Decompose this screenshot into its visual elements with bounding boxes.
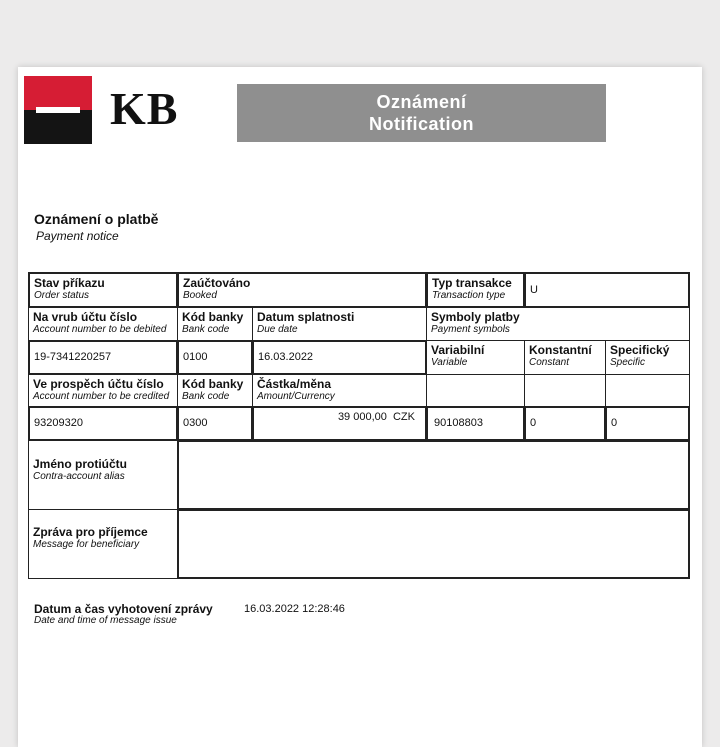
order-status-label-cell xyxy=(28,272,178,308)
credit-account-label-cell xyxy=(28,374,178,407)
logo-white-bar xyxy=(36,107,80,113)
amount-value: 39 000,00 CZK xyxy=(337,411,415,423)
amount-sublabel: Amount/Currency xyxy=(257,391,335,402)
amount-label-cell xyxy=(252,374,427,407)
payment-symbols-label-cell xyxy=(426,307,690,341)
variable-symbol-value: 90108803 xyxy=(434,417,483,429)
notice-subtitle: Payment notice xyxy=(36,229,119,243)
debit-account-value: 19-7341220257 xyxy=(34,351,112,363)
debit-bank-code-label-cell xyxy=(177,307,253,341)
order-status-value-cell xyxy=(177,272,427,308)
order-status-value: Zaúčtováno xyxy=(183,276,251,290)
payment-symbols-sublabel: Payment symbols xyxy=(431,324,510,335)
order-status-value-sub: Booked xyxy=(183,290,217,301)
debit-account-sublabel: Account number to be debited xyxy=(33,324,167,335)
kb-logo-icon xyxy=(24,76,92,144)
order-status-sublabel: Order status xyxy=(34,290,90,301)
specific-symbol-sublabel: Specific xyxy=(610,357,646,368)
notification-banner xyxy=(237,84,606,142)
constant-symbol-label-cell xyxy=(524,340,606,375)
message-sublabel: Message for beneficiary xyxy=(33,539,140,550)
credit-bank-code-value: 0300 xyxy=(183,417,208,429)
transaction-type-sublabel: Transaction type xyxy=(432,290,506,301)
debit-bank-code-value: 0100 xyxy=(183,351,208,363)
order-status-label: Stav příkazu xyxy=(34,276,105,290)
amount-label: Částka/měna xyxy=(257,377,332,391)
due-date-value: 16.03.2022 xyxy=(258,351,314,363)
amount-value-cell xyxy=(252,406,427,441)
variable-symbol-label: Variabilní xyxy=(431,343,485,357)
contra-alias-label-cell xyxy=(28,440,178,510)
banner-title-cz: Oznámení xyxy=(376,92,467,112)
credit-account-sublabel: Account number to be credited xyxy=(33,391,170,402)
message-label: Zpráva pro příjemce xyxy=(33,525,148,539)
transaction-type-value: U xyxy=(530,283,538,296)
issue-datetime-label: Datum a čas vyhotovení zprávy xyxy=(34,602,213,616)
variable-symbol-spacer-cell xyxy=(426,374,525,407)
message-label-cell xyxy=(28,509,178,579)
banner-title-en: Notification xyxy=(369,114,474,134)
specific-symbol-label: Specifický xyxy=(610,343,670,357)
debit-bank-code-value-cell xyxy=(177,340,253,375)
variable-symbol-value-cell xyxy=(426,406,525,441)
debit-bank-code-sublabel: Bank code xyxy=(182,324,230,335)
constant-symbol-sublabel: Constant xyxy=(529,357,570,368)
constant-symbol-spacer-cell xyxy=(524,374,606,407)
constant-symbol-label: Konstantní xyxy=(529,343,592,357)
transaction-type-value-cell xyxy=(524,272,690,308)
due-date-label: Datum splatnosti xyxy=(257,310,355,324)
debit-account-value-cell xyxy=(28,340,178,375)
due-date-value-cell xyxy=(252,340,427,375)
debit-account-label-cell xyxy=(28,307,178,341)
brand-wordmark: KB xyxy=(110,83,179,134)
variable-symbol-sublabel: Variable xyxy=(431,357,468,368)
specific-symbol-value-cell xyxy=(605,406,690,441)
credit-bank-code-label: Kód banky xyxy=(182,377,244,391)
credit-bank-code-sublabel: Bank code xyxy=(182,391,230,402)
specific-symbol-spacer-cell xyxy=(605,374,690,407)
contra-alias-sublabel: Contra-account alias xyxy=(33,471,125,482)
credit-account-label: Ve prospěch účtu číslo xyxy=(33,377,164,391)
transaction-type-label-cell xyxy=(426,272,525,308)
issue-datetime-sublabel: Date and time of message issue xyxy=(34,615,177,626)
credit-bank-code-value-cell xyxy=(177,406,253,441)
debit-bank-code-label: Kód banky xyxy=(182,310,244,324)
issue-datetime-value: 16.03.2022 12:28:46 xyxy=(244,603,345,615)
credit-account-value-cell xyxy=(28,406,178,441)
contra-alias-label: Jméno protiúčtu xyxy=(33,457,128,471)
transaction-type-label: Typ transakce xyxy=(432,276,512,290)
due-date-sublabel: Due date xyxy=(257,324,298,335)
credit-bank-code-label-cell xyxy=(177,374,253,407)
specific-symbol-value: 0 xyxy=(611,417,618,429)
payment-table xyxy=(28,272,690,579)
logo-red-square xyxy=(24,76,92,110)
constant-symbol-value-cell xyxy=(524,406,606,441)
contra-alias-value-cell xyxy=(177,440,690,510)
constant-symbol-value: 0 xyxy=(530,417,537,429)
logo-black-square xyxy=(24,110,92,144)
debit-account-label: Na vrub účtu číslo xyxy=(33,310,138,324)
due-date-label-cell xyxy=(252,307,427,341)
specific-symbol-label-cell xyxy=(605,340,690,375)
message-value-cell xyxy=(177,509,690,579)
payment-symbols-label: Symboly platby xyxy=(431,310,520,324)
credit-account-value: 93209320 xyxy=(34,417,83,429)
notice-title: Oznámení o platbě xyxy=(34,211,159,227)
variable-symbol-label-cell xyxy=(426,340,525,375)
